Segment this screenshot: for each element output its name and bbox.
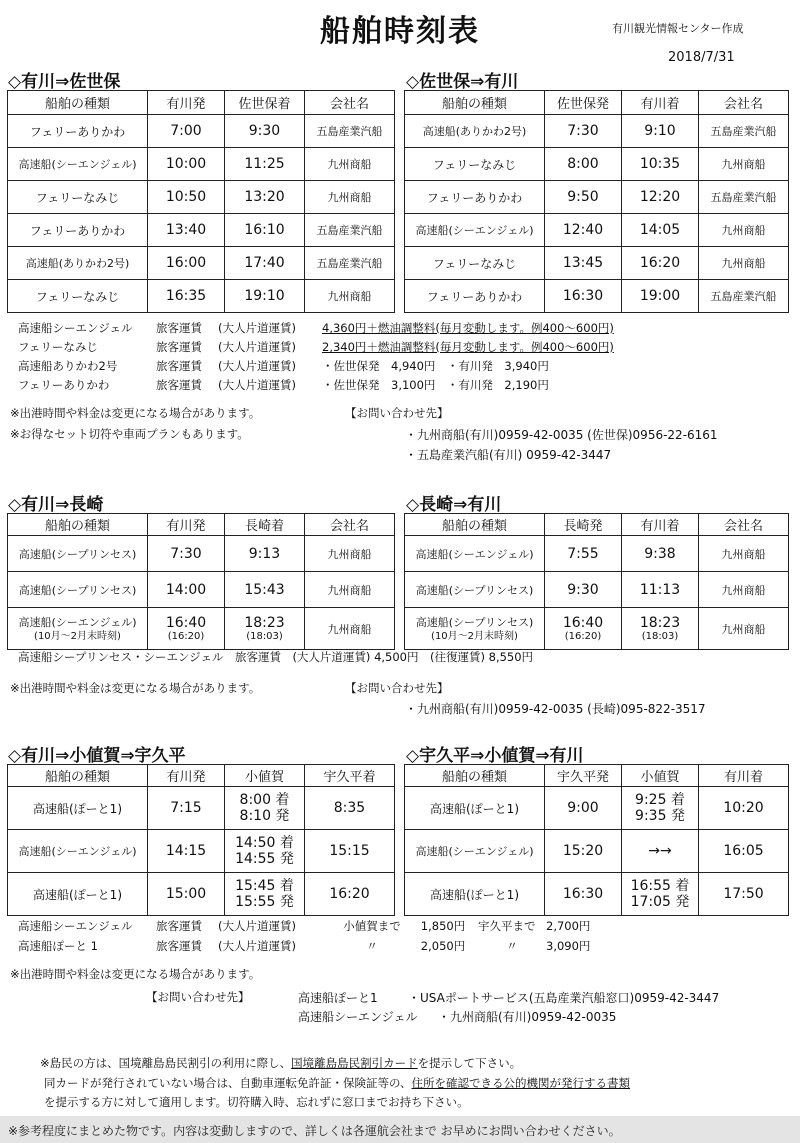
fare-line-nagasaki: 高速船シープリンセス・シーエンジェル 旅客運賃 (大人片道運賃) 4,500円 (往復運賃) 8,550円 <box>18 650 534 664</box>
fare-ship: 高速船シーエンジェル <box>18 321 133 335</box>
arrival-time: 16:05 <box>699 830 789 873</box>
islander-document: 住所を確認できる公的機関が発行する書類 <box>411 1076 631 1090</box>
timetable-arikawa-nagasaki <box>7 513 395 650</box>
fare-line <box>18 339 614 355</box>
ship-name: 高速船(シーエンジェル) <box>8 148 148 181</box>
col-header: 佐世保発 <box>545 91 622 115</box>
arrival-time: 14:05 <box>622 214 699 247</box>
table-row <box>8 280 395 313</box>
col-header: 船舶の種類 <box>405 91 545 115</box>
fare-dest-uku: 宇久平まで <box>478 919 536 933</box>
islander-text: を提示して下さい。 <box>417 1056 522 1070</box>
contact-goto: ・五島産業汽船(有川) 0959-42-3447 <box>405 448 612 462</box>
departure-time: 7:30 <box>545 115 622 148</box>
col-header: 有川着 <box>622 91 699 115</box>
arrival-time: 9:30 <box>225 115 305 148</box>
ship-name: 高速船(シープリンセス) <box>8 536 148 572</box>
fare-kind: (大人片道運賃) <box>218 939 296 953</box>
fare-detail: 4,360円＋燃油調整料(毎月変動します。例400～600円) <box>322 321 614 335</box>
ojika-departure: 15:55 発 <box>235 894 294 910</box>
contact-kyushu: ・九州商船(有川)0959-42-0035 (佐世保)0956-22-6161 <box>405 428 718 442</box>
notice-change: ※出港時間や料金は変更になる場合があります。 <box>10 681 261 695</box>
fare-ship: 高速船シーエンジェル <box>18 919 133 933</box>
table-header-row <box>8 514 395 536</box>
fare-kind: (大人片道運賃) <box>218 359 296 373</box>
ojika-times <box>225 873 305 916</box>
arrival-time: 16:20 <box>622 247 699 280</box>
departure-time: 7:00 <box>148 115 225 148</box>
fare-dest-uku: 〃 <box>506 939 518 953</box>
arrival-time: 9:38 <box>622 536 699 572</box>
ship-name: フェリーなみじ <box>8 181 148 214</box>
notice-change: ※出港時間や料金は変更になる場合があります。 <box>10 406 261 420</box>
fare-label: 旅客運賃 <box>156 321 202 335</box>
departure-time: 7:55 <box>545 536 622 572</box>
ship-name: 高速船(ぽーと1) <box>8 873 148 916</box>
notice-set-ticket: ※お得なセット切符や車両プランもあります。 <box>10 427 249 441</box>
arrival-time: 9:10 <box>622 115 699 148</box>
section-title-nagasaki-arikawa: ◇長崎⇒有川 <box>406 495 502 515</box>
ship-name: フェリーなみじ <box>405 148 545 181</box>
table-row <box>405 873 789 916</box>
arrival-time-winter: (18:03) <box>641 630 679 642</box>
ship-name: 高速船(ぽーと1) <box>405 787 545 830</box>
table-row <box>405 830 789 873</box>
ojika-times <box>225 787 305 830</box>
ship-name: 高速船(シーエンジェル) <box>8 830 148 873</box>
section-title-arikawa-ojika-uku: ◇有川⇒小値賀⇒宇久平 <box>8 746 186 766</box>
departure-time: 16:35 <box>148 280 225 313</box>
ship-name: フェリーありかわ <box>8 214 148 247</box>
footer-disclaimer: ※参考程度にまとめた物です。内容は変動しますので、詳しくは各運航会社まで お早めにお問い合わせください。 <box>8 1124 621 1138</box>
departure-time: 16:30 <box>545 873 622 916</box>
col-header: 会社名 <box>699 514 789 536</box>
table-header-row <box>405 765 789 787</box>
table-row <box>405 787 789 830</box>
fare-price-ojika: 1,850円 <box>420 919 466 933</box>
departure-time: 15:20 <box>545 830 622 873</box>
fare-label: 旅客運賃 <box>156 359 202 373</box>
table-header-row <box>8 765 395 787</box>
table-row <box>8 787 395 830</box>
company: 九州商船 <box>305 181 395 214</box>
fare-detail: ・佐世保発 3,100円 ・有川発 2,190円 <box>322 378 549 392</box>
islander-line-2 <box>44 1075 630 1091</box>
fare-line <box>18 320 614 336</box>
company: 五島産業汽船 <box>699 181 789 214</box>
contact-kyushu: ・九州商船(有川)0959-42-0035 <box>438 1010 617 1024</box>
table-row <box>405 608 789 650</box>
col-header: 会社名 <box>305 91 395 115</box>
arrival-time: 13:20 <box>225 181 305 214</box>
arrival-time: 19:00 <box>622 280 699 313</box>
islander-text: ※島民の方は、国境離島島民割引の利用に際し、 <box>40 1056 292 1070</box>
seasonal-note: (10月～2月末時刻) <box>431 630 518 642</box>
departure-time: 16:00 <box>148 247 225 280</box>
arrival-cell <box>622 608 699 650</box>
company: 五島産業汽船 <box>305 247 395 280</box>
arrival-time: 11:13 <box>622 572 699 608</box>
departure-time: 14:00 <box>148 572 225 608</box>
fare-label: 旅客運賃 <box>156 919 202 933</box>
fare-line <box>18 358 549 374</box>
fare-dest-ojika: 小値賀まで <box>343 919 401 933</box>
departure-time: 16:40 <box>165 614 207 631</box>
fare-kind: (大人片道運賃) <box>218 321 296 335</box>
col-header: 小値賀 <box>622 765 699 787</box>
page-title: 船舶時刻表 <box>320 14 480 49</box>
col-header: 宇久平着 <box>305 765 395 787</box>
company: 九州商船 <box>305 536 395 572</box>
arrival-time: 15:43 <box>225 572 305 608</box>
ship-name: フェリーなみじ <box>405 247 545 280</box>
table-row <box>405 536 789 572</box>
ship-name: 高速船(シープリンセス) <box>8 572 148 608</box>
arrival-time: 16:20 <box>305 873 395 916</box>
fare-kind: (大人片道運賃) <box>218 340 296 354</box>
contact-ship: 高速船シーエンジェル <box>298 1010 418 1024</box>
ship-name: 高速船(ぽーと1) <box>405 873 545 916</box>
ship-name: 高速船(ありかわ2号) <box>405 115 545 148</box>
table-row <box>8 247 395 280</box>
table-row <box>8 214 395 247</box>
islander-line-3: を提示する方に対して適用します。切符購入時、忘れずに窓口までお持ち下さい。 <box>44 1095 469 1109</box>
ojika-times <box>225 830 305 873</box>
company: 五島産業汽船 <box>699 280 789 313</box>
ojika-times <box>622 873 699 916</box>
company: 九州商船 <box>305 280 395 313</box>
issuer: 有川観光情報センター作成 <box>612 22 744 35</box>
arrival-time: 9:13 <box>225 536 305 572</box>
departure-time: 9:30 <box>545 572 622 608</box>
company: 九州商船 <box>699 247 789 280</box>
ojika-arrival: 15:45 着 <box>235 878 294 894</box>
fare-kind: (大人片道運賃) <box>218 378 296 392</box>
arrival-time: 15:15 <box>305 830 395 873</box>
col-header: 長崎発 <box>545 514 622 536</box>
ship-name: 高速船(シープリンセス) <box>415 615 534 629</box>
timetable-sasebo-arikawa <box>404 90 789 313</box>
contact-line-port1 <box>298 989 719 1006</box>
col-header: 小値賀 <box>225 765 305 787</box>
company: 九州商船 <box>305 608 395 650</box>
col-header: 会社名 <box>699 91 789 115</box>
table-row <box>405 280 789 313</box>
contact-line-seaangel <box>298 1008 616 1025</box>
timetable-uku-ojika-arikawa <box>404 764 789 916</box>
fare-line <box>18 377 549 393</box>
ship-name: 高速船(シープリンセス) <box>405 572 545 608</box>
ship-name: フェリーありかわ <box>405 280 545 313</box>
arrival-time-winter: (18:03) <box>246 630 283 642</box>
departure-time: 9:50 <box>545 181 622 214</box>
table-row <box>8 115 395 148</box>
issue-date: 2018/7/31 <box>668 50 735 65</box>
ship-name: 高速船(シーエンジェル) <box>405 536 545 572</box>
ojika-times <box>622 830 699 873</box>
table-header-row <box>405 514 789 536</box>
fare-ship: フェリーなみじ <box>18 340 98 354</box>
arrival-time: 18:23 <box>639 614 681 631</box>
departure-time: 7:15 <box>148 787 225 830</box>
col-header: 有川着 <box>699 765 789 787</box>
company: 五島産業汽船 <box>699 115 789 148</box>
table-row <box>405 115 789 148</box>
col-header: 有川発 <box>148 514 225 536</box>
arrival-time: 19:10 <box>225 280 305 313</box>
ojika-departure: 14:55 発 <box>235 851 294 867</box>
fare-price-ojika: 2,050円 <box>420 939 466 953</box>
table-row <box>8 830 395 873</box>
contact-label: 【お問い合わせ先】 <box>345 406 449 420</box>
timetable-arikawa-ojika-uku <box>7 764 395 916</box>
company: 九州商船 <box>305 572 395 608</box>
ojika-departure: 9:35 発 <box>635 808 685 824</box>
islander-text: 同カードが発行されていない場合は、自動車運転免許証・保険証等の、 <box>44 1076 412 1090</box>
ojika-arrival: 8:00 着 <box>239 792 290 808</box>
fare-label: 旅客運賃 <box>156 340 202 354</box>
arrival-cell <box>225 608 305 650</box>
contact-label: 【お問い合わせ先】 <box>146 990 250 1004</box>
seasonal-note: (10月～2月末時刻) <box>34 630 121 642</box>
table-row <box>8 536 395 572</box>
departure-time: 16:30 <box>545 280 622 313</box>
fare-price-uku: 3,090円 <box>546 939 591 953</box>
notice-change: ※出港時間や料金は変更になる場合があります。 <box>10 967 261 981</box>
col-header: 佐世保着 <box>225 91 305 115</box>
table-row <box>405 181 789 214</box>
fare-price-uku: 2,700円 <box>546 919 591 933</box>
departure-time: 10:50 <box>148 181 225 214</box>
fare-line <box>18 938 590 954</box>
ojika-departure: 8:10 発 <box>239 808 290 824</box>
fare-label: 旅客運賃 <box>156 378 202 392</box>
section-title-uku-ojika-arikawa: ◇宇久平⇒小値賀⇒有川 <box>406 746 584 766</box>
col-header: 有川発 <box>148 91 225 115</box>
table-row <box>405 148 789 181</box>
table-header-row <box>405 91 789 115</box>
arrival-time: 8:35 <box>305 787 395 830</box>
company: 九州商船 <box>305 148 395 181</box>
col-header: 有川発 <box>148 765 225 787</box>
col-header: 船舶の種類 <box>8 514 148 536</box>
fare-ship: 高速船ありかわ2号 <box>18 359 118 373</box>
ojika-departure: 17:05 発 <box>630 894 690 910</box>
departure-time: 13:40 <box>148 214 225 247</box>
table-row <box>405 214 789 247</box>
table-row <box>8 181 395 214</box>
departure-cell <box>545 608 622 650</box>
arrival-time: 11:25 <box>225 148 305 181</box>
table-row <box>405 572 789 608</box>
col-header: 会社名 <box>305 514 395 536</box>
company: 九州商船 <box>699 536 789 572</box>
arrival-time: 18:23 <box>244 614 285 631</box>
table-row <box>8 608 395 650</box>
ship-name: 高速船(シーエンジェル) <box>18 615 137 629</box>
arrival-time: 17:40 <box>225 247 305 280</box>
fare-ship: フェリーありかわ <box>18 378 110 392</box>
section-title-arikawa-sasebo: ◇有川⇒佐世保 <box>8 72 121 92</box>
fare-label: 旅客運賃 <box>156 939 202 953</box>
col-header: 有川着 <box>622 514 699 536</box>
company: 五島産業汽船 <box>305 214 395 247</box>
ship-name: 高速船(ぽーと1) <box>8 787 148 830</box>
ojika-arrival: 14:50 着 <box>235 835 294 851</box>
ojika-arrival: 16:55 着 <box>630 878 690 894</box>
fare-detail: ・佐世保発 4,940円 ・有川発 3,940円 <box>322 359 549 373</box>
departure-time: 10:00 <box>148 148 225 181</box>
departure-time: 7:30 <box>148 536 225 572</box>
contact-kyushu: ・九州商船(有川)0959-42-0035 (長崎)095-822-3517 <box>405 702 706 716</box>
departure-cell <box>148 608 225 650</box>
departure-time: 13:45 <box>545 247 622 280</box>
departure-time: 12:40 <box>545 214 622 247</box>
col-header: 宇久平発 <box>545 765 622 787</box>
arrival-time: 16:10 <box>225 214 305 247</box>
arrival-time: 10:20 <box>699 787 789 830</box>
ship-name: 高速船(ありかわ2号) <box>8 247 148 280</box>
col-header: 船舶の種類 <box>405 514 545 536</box>
company: 九州商船 <box>699 572 789 608</box>
ship-name: フェリーありかわ <box>8 115 148 148</box>
table-row <box>405 247 789 280</box>
table-header-row <box>8 91 395 115</box>
table-row <box>8 148 395 181</box>
company: 九州商船 <box>699 148 789 181</box>
timetable-nagasaki-arikawa <box>404 513 789 650</box>
fare-dest-ojika: 〃 <box>366 939 378 953</box>
company: 九州商船 <box>699 214 789 247</box>
arrival-time: 17:50 <box>699 873 789 916</box>
islander-line-1 <box>40 1055 521 1071</box>
contact-label: 【お問い合わせ先】 <box>345 681 449 695</box>
fare-line <box>18 918 590 934</box>
ojika-times <box>622 787 699 830</box>
arrival-time: 12:20 <box>622 181 699 214</box>
departure-time-winter: (16:20) <box>167 630 205 642</box>
ship-name-cell <box>8 608 148 650</box>
contact-usa-port: ・USAポートサービス(五島産業汽船窓口)0959-42-3447 <box>408 991 720 1005</box>
fare-detail: 2,340円＋燃油調整料(毎月変動します。例400～600円) <box>322 340 614 354</box>
arrival-time: 10:35 <box>622 148 699 181</box>
departure-time: 14:15 <box>148 830 225 873</box>
fare-kind: (大人片道運賃) <box>218 919 296 933</box>
ship-name: フェリーありかわ <box>405 181 545 214</box>
ship-name: 高速船(シーエンジェル) <box>405 830 545 873</box>
ship-name: フェリーなみじ <box>8 280 148 313</box>
ship-name-cell <box>405 608 545 650</box>
islander-card-name: 国境離島島民割引カード <box>291 1056 418 1070</box>
company: 九州商船 <box>699 608 789 650</box>
table-row <box>8 873 395 916</box>
col-header: 長崎着 <box>225 514 305 536</box>
departure-time: 16:40 <box>562 614 604 631</box>
departure-time: 8:00 <box>545 148 622 181</box>
col-header: 船舶の種類 <box>405 765 545 787</box>
company: 五島産業汽船 <box>305 115 395 148</box>
departure-time-winter: (16:20) <box>564 630 602 642</box>
ojika-passthrough: →→ <box>648 843 672 859</box>
ojika-arrival: 9:25 着 <box>635 792 685 808</box>
section-title-sasebo-arikawa: ◇佐世保⇒有川 <box>406 72 519 92</box>
departure-time: 9:00 <box>545 787 622 830</box>
col-header: 船舶の種類 <box>8 765 148 787</box>
timetable-arikawa-sasebo <box>7 90 395 313</box>
section-title-arikawa-nagasaki: ◇有川⇒長崎 <box>8 495 104 515</box>
departure-time: 15:00 <box>148 873 225 916</box>
col-header: 船舶の種類 <box>8 91 148 115</box>
table-row <box>8 572 395 608</box>
contact-ship: 高速船ぽーと1 <box>298 991 378 1005</box>
ship-name: 高速船(シーエンジェル) <box>405 214 545 247</box>
fare-ship: 高速船ぽーと 1 <box>18 939 98 953</box>
